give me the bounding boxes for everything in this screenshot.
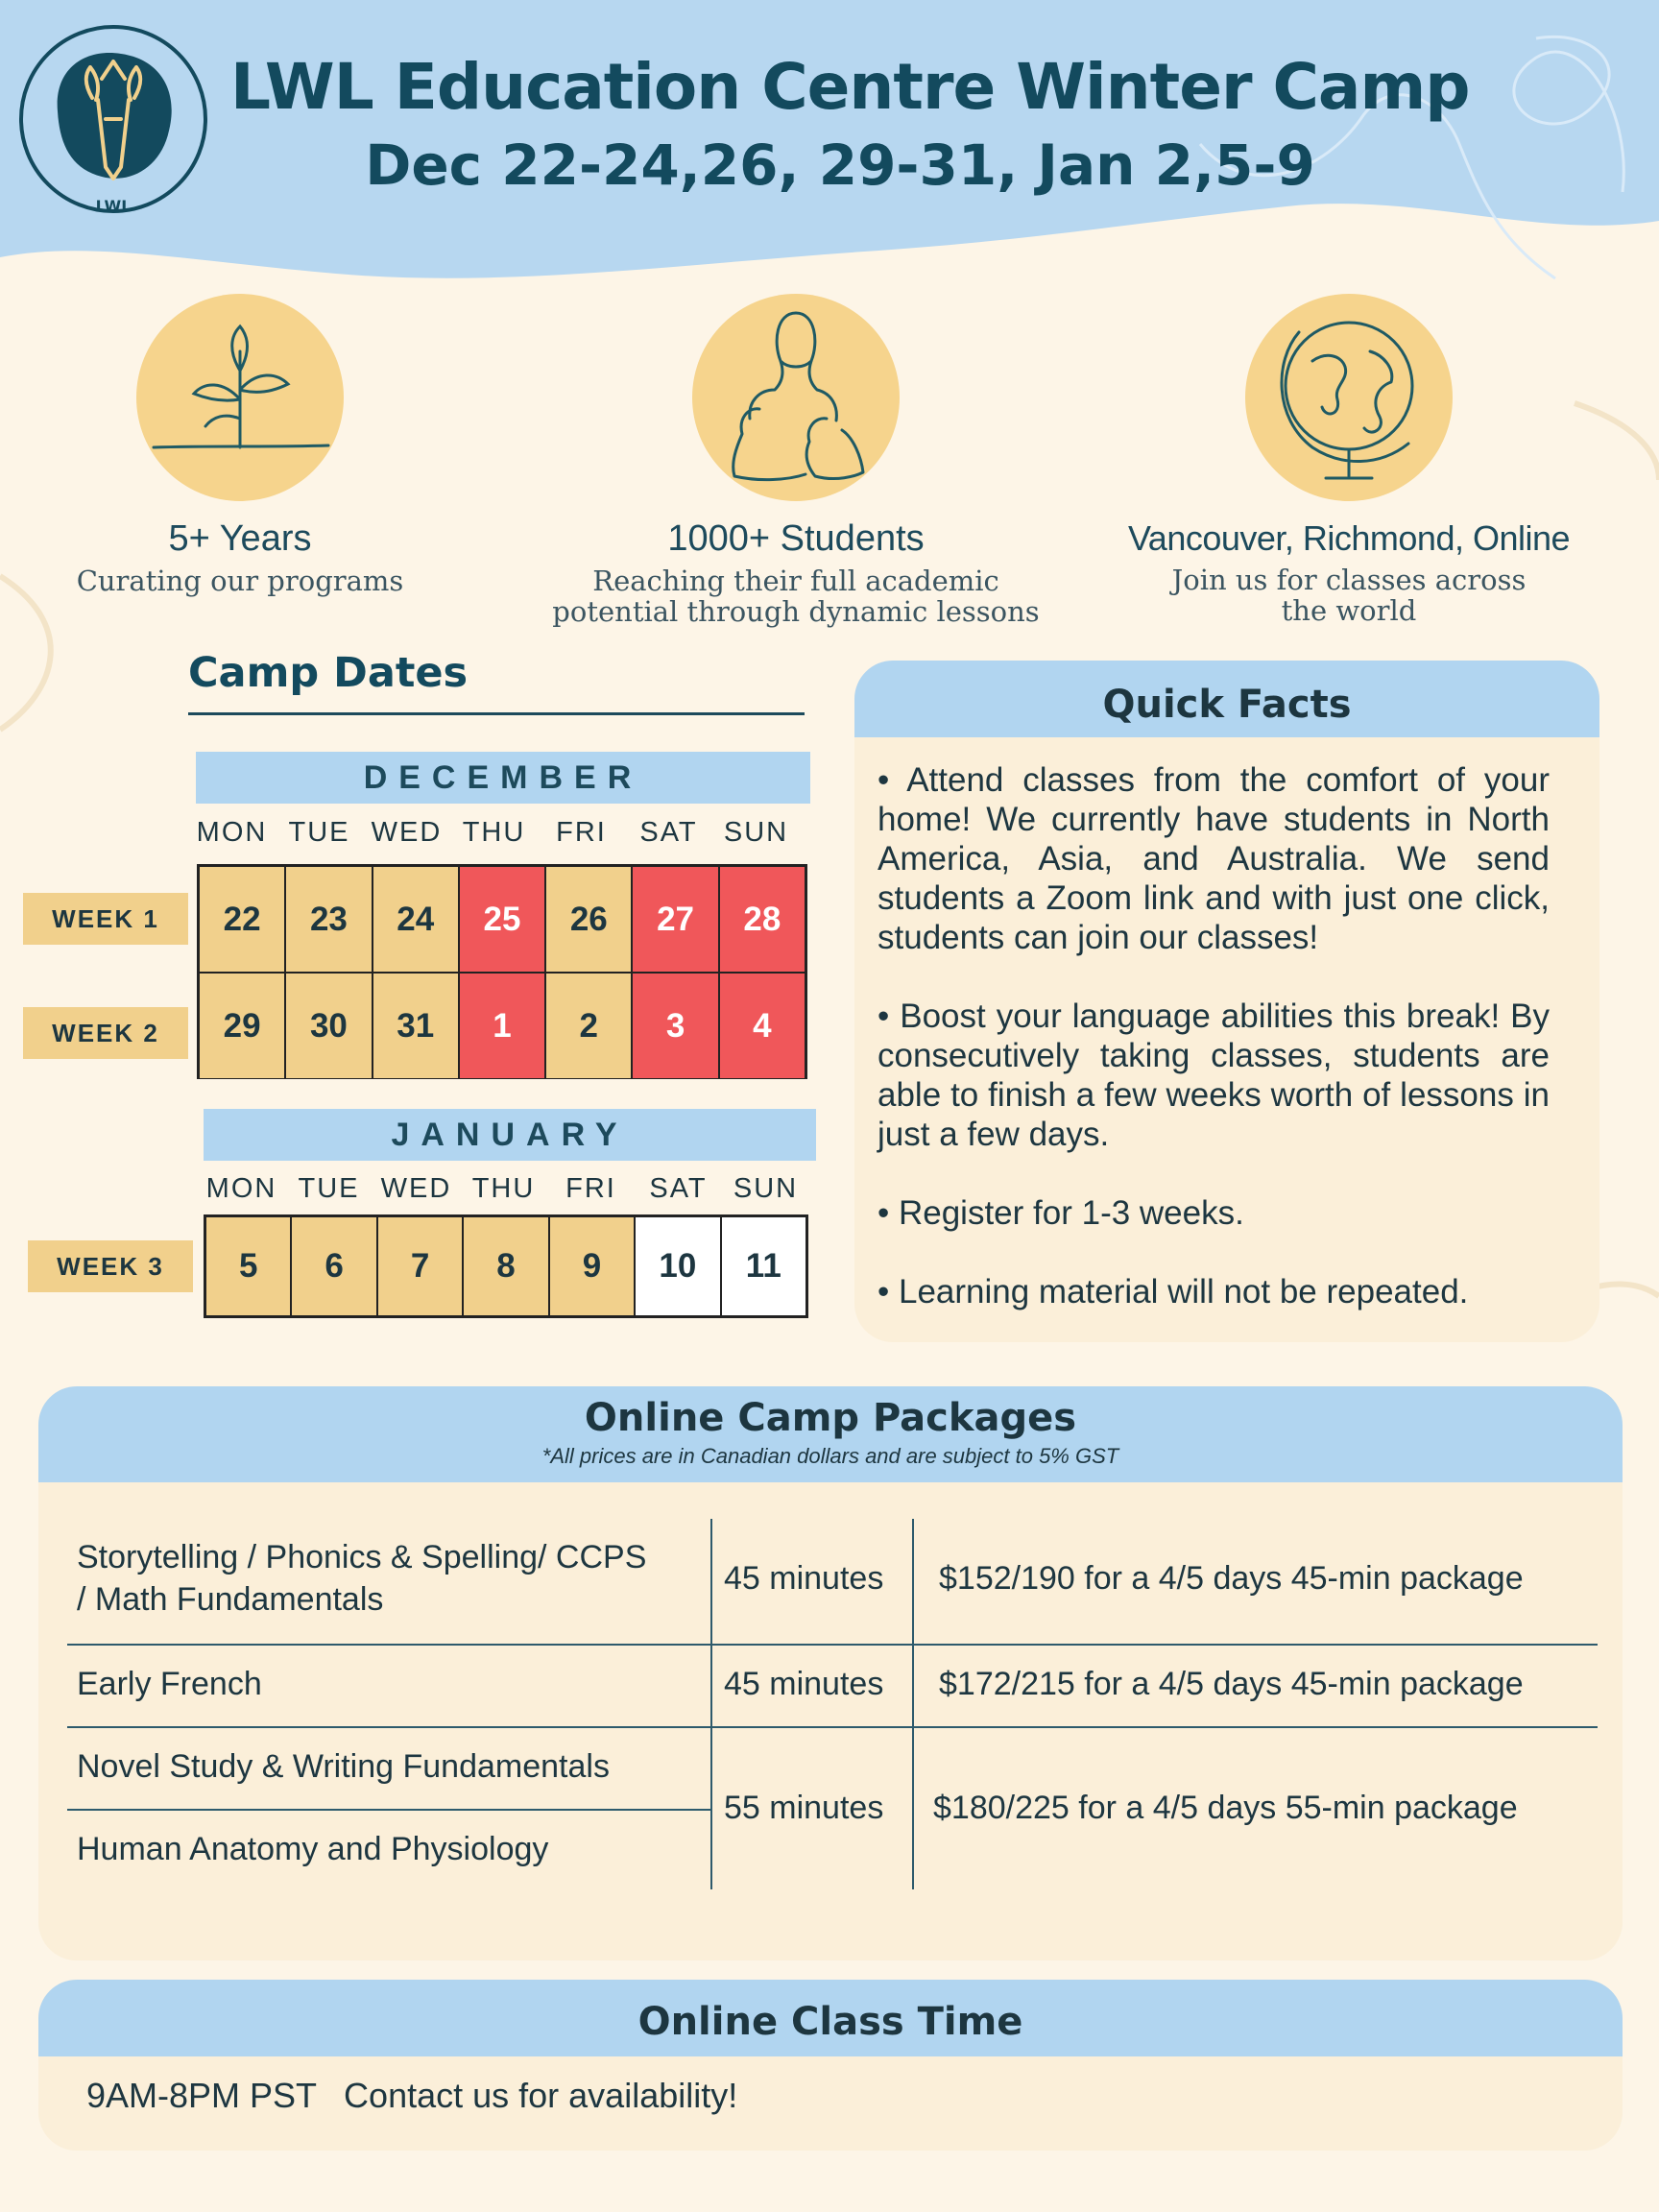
stat-subtitle: Join us for classes across <box>1171 564 1527 596</box>
december-calendar-grid <box>197 864 807 1079</box>
page-title: LWL Education Centre Winter Camp <box>230 50 1470 124</box>
weekday-label: SAT <box>649 1173 708 1204</box>
course-name: Storytelling / Phonics & Spelling/ CCPS <box>77 1539 647 1575</box>
class-hours: 9AM-8PM PST <box>86 2076 318 2115</box>
january-calendar-grid <box>204 1214 808 1318</box>
calendar-day-cell: 10 <box>635 1216 720 1316</box>
calendar-day-cell: 5 <box>205 1216 291 1316</box>
calendar-day-cell: 9 <box>549 1216 635 1316</box>
weekday-label: WED <box>380 1173 452 1204</box>
quick-fact-item: • Boost your language abilities this break! By consecutively taking classes, students are able to finish a few weeks worth of lessons in just a few days. <box>878 998 1550 1153</box>
calendar-day-cell: 22 <box>199 866 285 973</box>
calendar-day-cell: 26 <box>545 866 632 973</box>
stat-title: 5+ Years <box>168 518 312 559</box>
logo-text: LWL <box>95 197 132 215</box>
month-header-december: DECEMBER <box>196 752 810 804</box>
course-duration: 45 minutes <box>724 1560 884 1597</box>
camp-dates-divider <box>188 712 805 715</box>
globe-icon <box>1245 294 1453 501</box>
course-price: $172/215 for a 4/5 days 45-min package <box>939 1666 1524 1702</box>
plant-sprout-icon <box>136 294 344 501</box>
stat-students <box>527 294 1065 627</box>
course-duration: 55 minutes <box>724 1790 884 1826</box>
quick-fact-item: • Learning material will not be repeated. <box>878 1273 1469 1310</box>
weekday-label: SAT <box>639 817 698 848</box>
weekday-label: FRI <box>556 817 607 848</box>
calendar-day-cell: 4 <box>719 973 805 1079</box>
week-label: WEEK 1 <box>23 893 188 945</box>
quick-fact-item: • Register for 1-3 weeks. <box>878 1194 1244 1232</box>
quick-fact-item: • Attend classes from the comfort of your home! We currently have students in North America, Asia, and Australia. We send students a Zoom link and with just one click, students can join our classes! <box>878 761 1550 956</box>
weekday-label: THU <box>462 817 526 848</box>
table-row-divider <box>67 1726 1598 1728</box>
stat-subtitle-line2: the world <box>1281 594 1417 627</box>
calendar-day-cell: 11 <box>721 1216 806 1316</box>
calendar-day-cell: 30 <box>285 973 372 1079</box>
calendar-day-cell: 7 <box>377 1216 463 1316</box>
calendar-day-cell: 3 <box>632 973 718 1079</box>
stat-subtitle: Reaching their full academic <box>592 565 999 597</box>
table-row-divider <box>67 1644 1598 1646</box>
course-name: Novel Study & Writing Fundamentals <box>77 1748 610 1785</box>
course-name: Human Anatomy and Physiology <box>77 1831 549 1867</box>
camp-dates-heading: Camp Dates <box>188 649 469 697</box>
class-time-panel <box>38 1980 1623 2151</box>
calendar-day-cell: 1 <box>459 973 545 1079</box>
course-price: $152/190 for a 4/5 days 45-min package <box>939 1560 1524 1597</box>
packages-heading: Online Camp Packages <box>584 1396 1077 1440</box>
table-column-divider <box>710 1519 712 1889</box>
calendar-day-cell: 24 <box>373 866 459 973</box>
weekday-label: TUE <box>288 817 350 848</box>
course-name-line2: / Math Fundamentals <box>77 1581 384 1618</box>
class-time-heading: Online Class Time <box>38 1980 1623 2056</box>
calendar-day-cell: 2 <box>545 973 632 1079</box>
calendar-day-cell: 29 <box>199 973 285 1079</box>
table-column-divider <box>912 1519 914 1889</box>
stat-subtitle: Curating our programs <box>76 565 404 597</box>
course-name: Early French <box>77 1666 262 1702</box>
stat-subtitle-line2: potential through dynamic lessons <box>552 595 1040 628</box>
camp-dates-subtitle: Dec 22-24,26, 29-31, Jan 2,5-9 <box>365 132 1315 198</box>
stat-title: 1000+ Students <box>667 518 925 559</box>
availability-note: Contact us for availability! <box>344 2076 738 2115</box>
lwl-logo <box>17 23 209 215</box>
weekday-header-row <box>198 1173 809 1205</box>
stat-title: Vancouver, Richmond, Online <box>1127 518 1571 558</box>
calendar-day-cell: 23 <box>285 866 372 973</box>
weekday-label: MON <box>196 817 268 848</box>
stat-locations <box>1080 294 1618 626</box>
week-label: WEEK 3 <box>28 1240 193 1292</box>
course-price: $180/225 for a 4/5 days 55-min package <box>933 1790 1518 1826</box>
quick-facts-heading: Quick Facts <box>854 661 1599 737</box>
quick-facts-list <box>854 737 1599 1311</box>
weekday-label: MON <box>205 1173 277 1204</box>
students-group-icon <box>692 294 900 501</box>
calendar-day-cell: 27 <box>632 866 718 973</box>
calendar-day-cell: 25 <box>459 866 545 973</box>
month-header-january: JANUARY <box>204 1109 816 1161</box>
table-row-divider <box>67 1809 710 1811</box>
weekday-label: SUN <box>723 817 789 848</box>
packages-panel <box>38 1386 1623 1960</box>
packages-price-note: *All prices are in Canadian dollars and are subject to 5% GST <box>541 1444 1119 1468</box>
weekday-label: SUN <box>733 1173 799 1204</box>
course-duration: 45 minutes <box>724 1666 884 1702</box>
weekday-label: WED <box>371 817 443 848</box>
weekday-label: THU <box>471 1173 536 1204</box>
packages-header <box>38 1386 1623 1482</box>
weekday-label: FRI <box>565 1173 616 1204</box>
calendar-day-cell: 8 <box>463 1216 548 1316</box>
calendar-day-cell: 31 <box>373 973 459 1079</box>
quick-facts-panel <box>854 661 1599 1342</box>
class-time-details <box>86 2076 737 2116</box>
calendar-day-cell: 6 <box>291 1216 376 1316</box>
weekday-label: TUE <box>298 1173 360 1204</box>
stat-years <box>0 294 509 596</box>
calendar-day-cell: 28 <box>719 866 805 973</box>
weekday-header-row <box>188 817 800 849</box>
week-label: WEEK 2 <box>23 1007 188 1059</box>
